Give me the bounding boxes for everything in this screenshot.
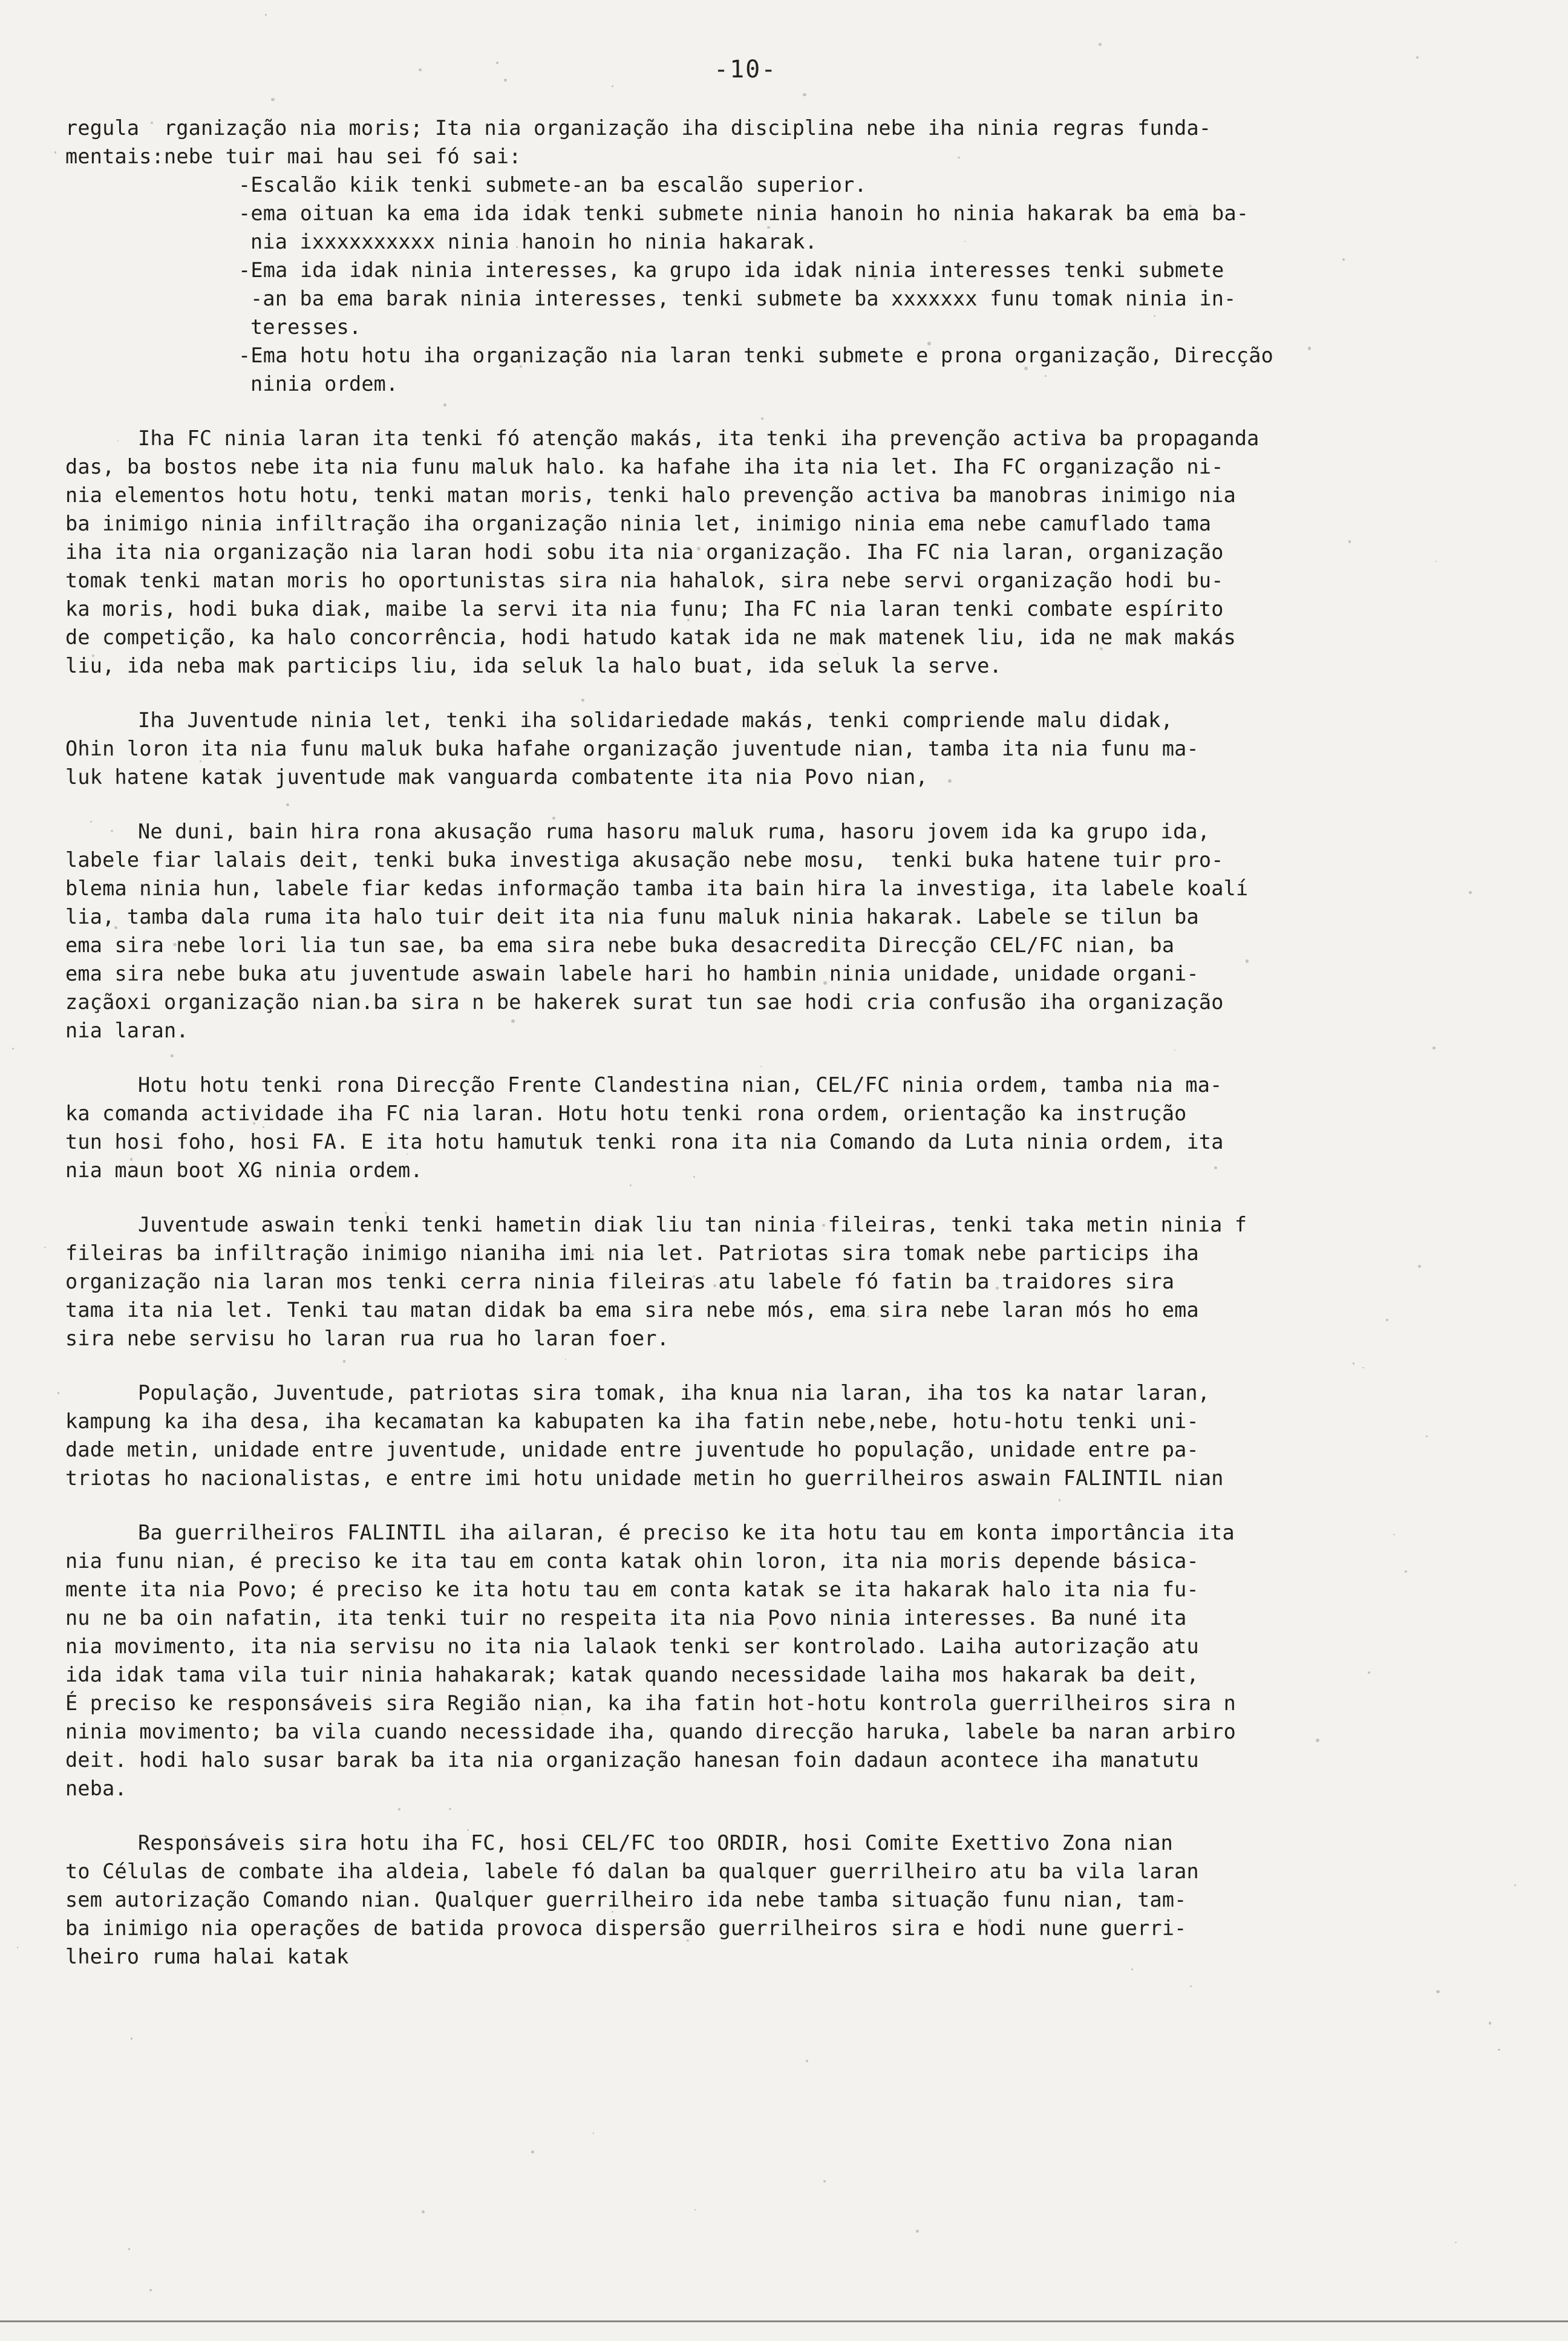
scan-speck [271,98,274,101]
scan-speck [57,1392,59,1394]
text-line: -Ema hotu hotu iha organização nia laran tenki submete e prona organização, Direcção [238,344,1273,367]
text-line: nia elementos hotu hotu, tenki matan moris, tenki halo prevenção activa ba manobras inimigo nia [65,483,1236,507]
scan-speck [1416,56,1419,59]
text-line: teresses. [250,315,362,339]
text-line: Responsáveis sira hotu iha FC, hosi CEL/FC too ORDIR, hosi Comite Exettivo Zona nian [138,1831,1173,1855]
text-line: nia maun boot XG ninia ordem. [65,1158,423,1182]
text-line: Ne duni, bain hira rona akusação ruma hasoru maluk ruma, hasoru jovem ida ka grupo ida, [138,820,1210,843]
scan-speck [806,2060,808,2062]
scan-speck [131,2037,132,2039]
text-line: fileiras ba infiltração inimigo nianiha imi nia let. Patriotas sira tomak nebe particips iha [65,1241,1199,1265]
text-line: to Células de combate iha aldeia, labele fó dalan ba qualquer guerrilheiro atu ba vila laran [65,1859,1199,1883]
text-line: nia laran. [65,1019,189,1042]
text-line: tomak tenki matan moris ho oportunistas sira nia hahalok, sira nebe servi organização hodi bu- [65,569,1224,592]
text-line: nia ixxxxxxxxxx ninia hanoin ho ninia hakarak. [250,230,817,253]
text-line: neba. [65,1777,127,1800]
text-line: lia, tamba dala ruma ita halo tuir deit ita nia funu maluk ninia hakarak. Labele se tilun ba [65,905,1199,929]
scan-speck [44,1247,45,1248]
text-line: luk hatene katak juventude mak vanguarda combatente ita nia Povo nian, [65,765,928,789]
scan-speck [531,2150,534,2153]
text-line: ka moris, hodi buka diak, maibe la servi ita nia funu; Iha FC nia laran tenki combate espírito [65,597,1224,621]
text-line: deit. hodi halo susar barak ba ita nia organização hanesan foin dadaun acontece iha manatutu [65,1748,1199,1772]
text-line: labele fiar lalais deit, tenki buka investiga akusação nebe mosu, tenki buka hatene tuir pro- [65,848,1224,872]
text-line: ida idak tama vila tuir ninia hahakarak; katak quando necessidade laiha mos hakarak ba deit, [65,1663,1199,1686]
text-line: triotas ho nacionalistas, e entre imi hotu unidade metin ho guerrilheiros aswain FALINTIL nian [65,1466,1224,1490]
text-line: Iha FC ninia laran ita tenki fó atenção makás, ita tenki iha prevenção activa ba propaganda [138,426,1259,450]
scan-speck [128,2248,131,2250]
text-line: Iha Juventude ninia let, tenki iha solidariedade makás, tenki compriende malu didak, [138,708,1173,732]
text-line: regula rganização nia moris; Ita nia organização iha disciplina nebe iha ninia regras funda- [65,116,1212,140]
scan-speck [17,1947,19,1948]
text-line: tun hosi foho, hosi FA. E ita hotu hamutuk tenki rona ita nia Comando da Luta ninia ordem, ita [65,1130,1224,1154]
scan-speck [149,2289,152,2291]
text-line: -an ba ema barak ninia interesses, tenki submete ba xxxxxxx funu tomak ninia in- [250,287,1236,310]
text-line: Ba guerrilheiros FALINTIL iha ailaran, é preciso ke ita hotu tau em konta importância ita [138,1521,1235,1544]
text-line: das, ba bostos nebe ita nia funu maluk halo. ka hafahe iha ita nia let. Iha FC organização ni- [65,455,1224,478]
text-line: lheiro ruma halai katak [65,1945,349,1968]
text-line: ba inimigo nia operações de batida provoca dispersão guerrilheiros sira e hodi nune guerri- [65,1916,1187,1940]
scan-speck [419,68,422,72]
text-line: organização nia laran mos tenki cerra ninia fileiras atu labele fó fatin ba traidores sira [65,1270,1175,1293]
scan-speck [1190,1985,1192,1987]
text-line: zaçãoxi organização nian.ba sira n be hakerek surat tun sae hodi cria confusão iha organização [65,990,1224,1014]
text-line: nia movimento, ita nia servisu no ita nia lalaok tenki ser kontrolado. Laiha autorização atu [65,1634,1199,1658]
text-line: ninia movimento; ba vila cuando necessidade iha, quando direcção haruka, labele ba naran arbiro [65,1720,1236,1743]
scan-speck [593,2132,595,2134]
text-line: É preciso ke responsáveis sira Região nian, ka iha fatin hot-hotu kontrola guerrilheiros sira n [65,1691,1236,1715]
scan-speck [1498,2049,1500,2051]
text-line: Juventude aswain tenki tenki hametin diak liu tan ninia fileiras, tenki taka metin ninia f [138,1213,1247,1236]
scan-speck [1099,43,1102,46]
text-line: ema sira nebe lori lia tun sae, ba ema sira nebe buka desacredita Direcção CEL/FC nian, ba [65,933,1175,957]
text-line: liu, ida neba mak particips liu, ida seluk la halo buat, ida seluk la serve. [65,654,1002,677]
scan-speck [1489,2022,1492,2025]
text-line: População, Juventude, patriotas sira tomak, iha knua nia laran, iha tos ka natar laran, [138,1381,1210,1405]
scan-speck [504,79,507,82]
scan-speck [694,2209,696,2210]
text-line: nu ne ba oin nafatin, ita tenki tuir no respeita ita nia Povo ninia interesses. Ba nuné ita [65,1606,1187,1630]
document-body [65,114,1517,1971]
scan-speck [422,2210,425,2213]
text-line: sem autorização Comando nian. Qualquer guerrilheiro ida nebe tamba situação funu nian, tam- [65,1888,1187,1912]
text-line: blema ninia hun, labele fiar kedas informação tamba ita bain hira la investiga, ita labele koalí [65,877,1249,900]
text-line: mente ita nia Povo; é preciso ke ita hotu tau em conta katak se ita hakarak halo ita nia fu- [65,1578,1199,1601]
scan-speck [54,151,56,153]
text-line: iha ita nia organização nia laran hodi sobu ita nia organização. Iha FC nia laran, organização [65,540,1224,564]
text-line: -ema oituan ka ema ida idak tenki submete ninia hanoin ho ninia hakarak ba ema ba- [238,201,1249,225]
text-line: ninia ordem. [250,372,399,396]
text-line: ka comanda actividade iha FC nia laran. Hotu hotu tenki rona ordem, orientação ka instrução [65,1102,1187,1125]
text-line: -Ema ida idak ninia interesses, ka grupo ida idak ninia interesses tenki submete [238,258,1224,282]
scan-speck [265,14,267,16]
text-line: tama ita nia let. Tenki tau matan didak ba ema sira nebe mós, ema sira nebe laran mós ho ema [65,1298,1199,1322]
text-line: sira nebe servisu ho laran rua rua ho laran foer. [65,1327,670,1350]
scan-speck [803,93,806,97]
text-line: de competição, ka halo concorrência, hodi hatudo katak ida ne mak matenek liu, ida ne mak makás [65,625,1236,649]
text-line: -Escalão kiik tenki submete-an ba escalão superior. [238,173,867,197]
text-line: kampung ka iha desa, iha kecamatan ka kabupaten ka iha fatin nebe,nebe, hotu-hotu tenki uni- [65,1409,1199,1433]
text-line: dade metin, unidade entre juventude, unidade entre juventude ho população, unidade entre pa- [65,1438,1199,1461]
bottom-edge-rule [0,2320,1568,2322]
text-line: nia funu nian, é preciso ke ita tau em conta katak ohin loron, ita nia moris depende básica- [65,1549,1199,1573]
text-line: ba inimigo ninia infiltração iha organização ninia let, inimigo ninia ema nebe camuflado tama [65,512,1212,535]
scan-speck [1455,2242,1456,2243]
scan-speck [496,62,498,64]
scan-speck [823,2180,826,2183]
text-line: mentais:nebe tuir mai hau sei fó sai: [65,145,521,168]
scan-speck [12,1048,14,1050]
scan-speck [612,85,613,87]
text-line: ema sira nebe buka atu juventude aswain labele hari ho hambin ninia unidade, unidade organi- [65,962,1199,985]
text-line: Ohin loron ita nia funu maluk buka hafahe organização juventude nian, tamba ita nia funu ma- [65,737,1199,760]
scan-speck [916,2230,919,2233]
text-line: Hotu hotu tenki rona Direcção Frente Clandestina nian, CEL/FC ninia ordem, tamba nia ma- [138,1073,1223,1097]
scan-speck [1436,1990,1440,1994]
page-number: -10- [714,56,777,83]
